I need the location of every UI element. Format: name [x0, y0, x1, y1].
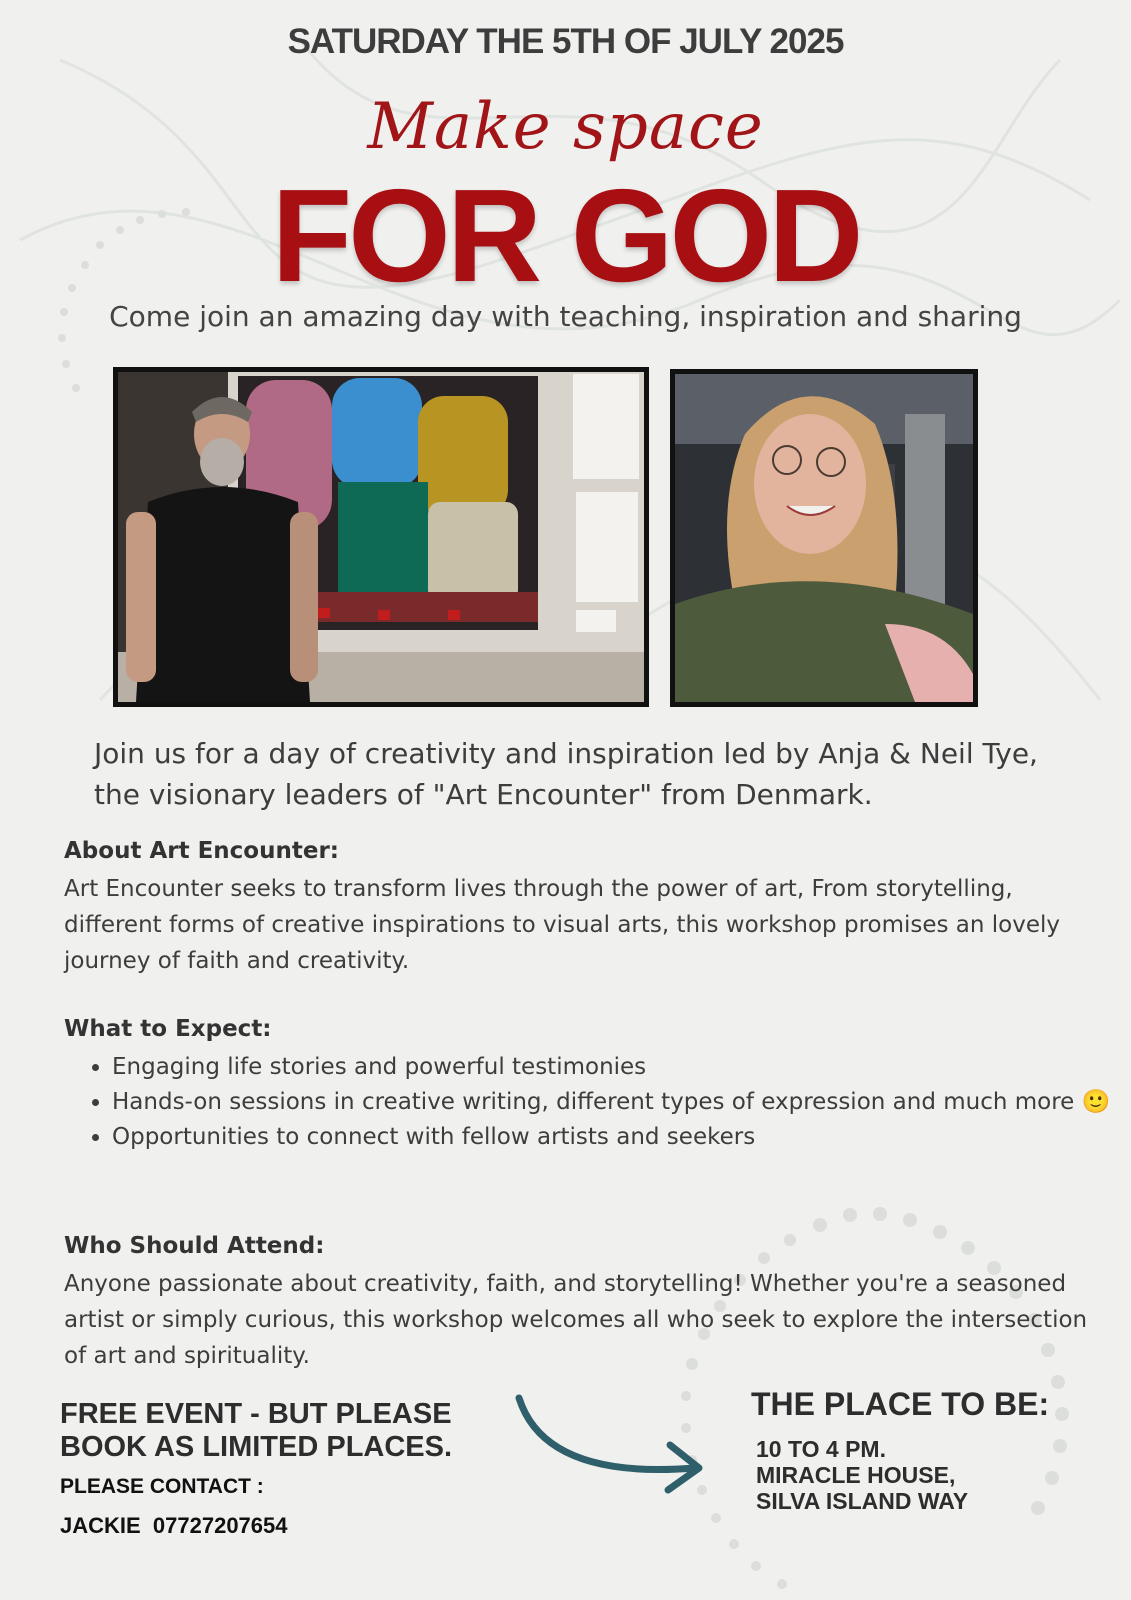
booking-notice	[60, 1398, 452, 1464]
place-venue: MIRACLE HOUSE,	[756, 1462, 956, 1488]
expect-list	[64, 1050, 1131, 1155]
list-item: • Engaging life stories and powerful testimonies	[112, 1050, 1131, 1085]
intro-line-2: the visionary leaders of "Art Encounter" from Denmark.	[94, 778, 873, 811]
list-item: • Hands-on sessions in creative writing, different types of expression and much more 🙂	[112, 1085, 1131, 1120]
place-street: SILVA ISLAND WAY	[756, 1488, 969, 1514]
event-date: SATURDAY THE 5TH OF JULY 2025	[287, 22, 844, 61]
booking-line-2: BOOK AS LIMITED PLACES.	[60, 1431, 453, 1463]
list-item: • Opportunities to connect with fellow artists and seekers	[112, 1120, 1131, 1155]
expect-heading: What to Expect:	[64, 1016, 272, 1042]
photo-neil-with-painting	[113, 367, 649, 707]
attend-heading: Who Should Attend:	[64, 1233, 325, 1259]
photo-anja-portrait	[670, 369, 978, 707]
script-title: Make space	[367, 90, 764, 164]
about-text: Art Encounter seeks to transform lives through the power of art, From storytelling, different forms of creative inspirations to visual arts, this workshop promises an lovely journey of faith and creativity.	[64, 876, 1061, 974]
contact-phone: JACKIE 07727207654	[60, 1513, 288, 1538]
booking-line-1: FREE EVENT - BUT PLEASE	[60, 1398, 452, 1430]
intro-line-1: Join us for a day of creativity and inspiration led by Anja & Neil Tye,	[94, 737, 1038, 770]
subtitle: Come join an amazing day with teaching, inspiration and sharing	[109, 300, 1022, 333]
contact-label: PLEASE CONTACT :	[60, 1475, 264, 1498]
place-time: 10 TO 4 PM.	[756, 1436, 886, 1462]
place-heading: THE PLACE TO BE:	[751, 1386, 1050, 1422]
main-title: FOR GOD	[271, 162, 860, 309]
attend-text: Anyone passionate about creativity, faith, and storytelling! Whether you're a seasoned artist or simply curious, this workshop welcomes all who seek to explore the intersection of art and spirituality.	[64, 1271, 1088, 1369]
about-heading: About Art Encounter:	[64, 838, 339, 864]
arrow-icon	[505, 1390, 725, 1500]
intro-text	[94, 733, 1084, 815]
place-details	[756, 1436, 968, 1514]
